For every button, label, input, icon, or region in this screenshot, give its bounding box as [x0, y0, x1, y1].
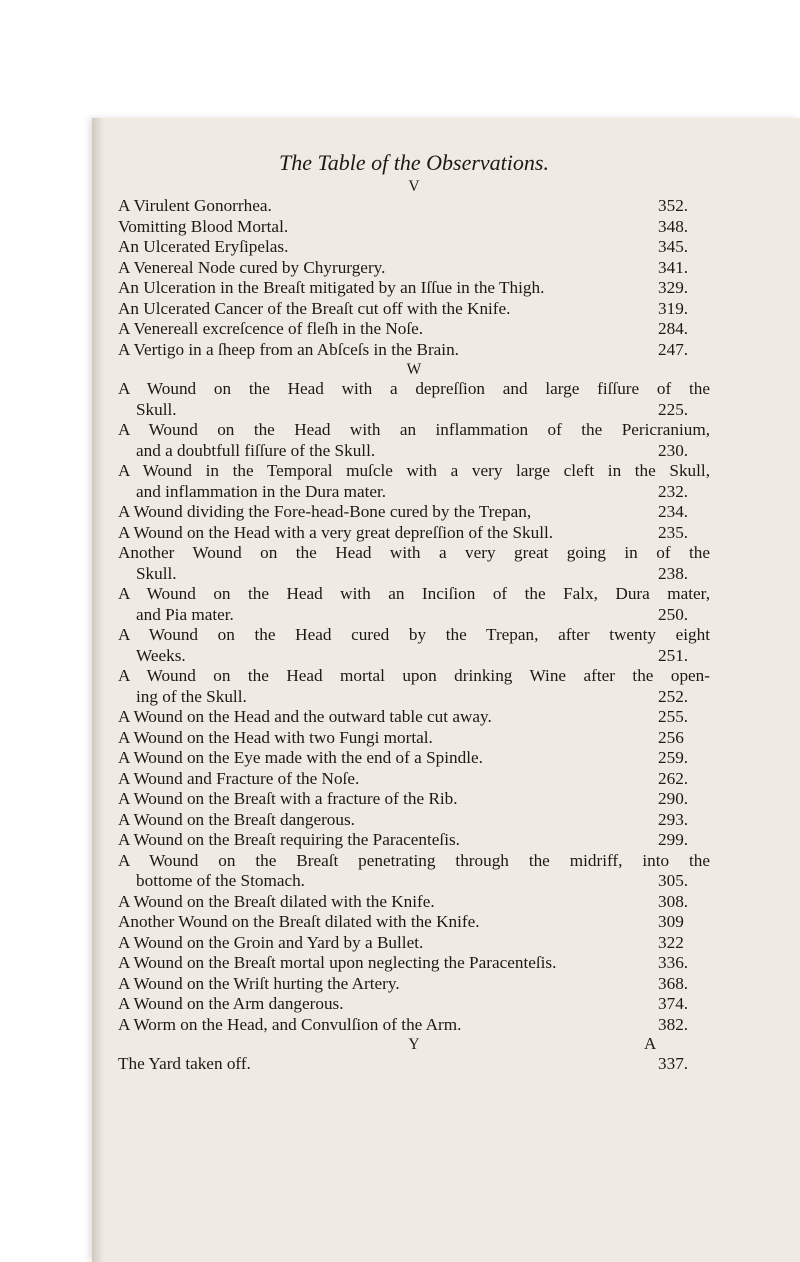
entry-text: Skull. [136, 563, 177, 583]
catchword: A [644, 1034, 657, 1053]
entry-page-number: 341. [658, 257, 689, 277]
index-entry [118, 605, 710, 626]
entry-page-number: 262. [658, 768, 689, 788]
entry-text: The Yard taken off. [118, 1054, 251, 1073]
entry-page-number: 374. [658, 994, 689, 1013]
entry-first-line: A Wound on the Breaſt penetrating through the midriff, into the [118, 850, 710, 870]
index-entry [118, 523, 710, 544]
entry-text: and inflammation in the Dura mater. [136, 481, 387, 501]
entry-text: A Wound on the Breaſt dangerous. [118, 809, 355, 829]
index-entry [118, 400, 710, 421]
entry-page-number: 322 [658, 932, 684, 952]
index-entry [118, 892, 710, 913]
entry-text: and Pia mater. [136, 604, 234, 624]
entry-page-number: 234. [658, 502, 689, 521]
entry-text: A Wound dividing the Fore-head-Bone cured by the Trepan, [118, 502, 532, 521]
entry-text: Skull. [136, 399, 177, 419]
entry-first-line: A Wound on the Head mortal upon drinking Wine after the open- [118, 666, 710, 685]
index-entry [118, 769, 710, 790]
index-entry [118, 340, 710, 361]
entry-page-number: 337. [658, 1054, 689, 1073]
index-entry [118, 748, 710, 769]
entry-page-number: 235. [658, 522, 689, 542]
entry-page-number: 305. [658, 871, 689, 890]
index-sections [118, 177, 710, 1075]
entry-text: A Vertigo in a ſheep from an Abſceſs in the Brain. [118, 339, 459, 359]
index-entry [118, 646, 710, 667]
entry-page-number: 368. [658, 973, 689, 993]
index-entry [118, 687, 710, 708]
entry-page-number: 290. [658, 789, 689, 808]
index-entry [118, 299, 710, 320]
entry-page-number: 382. [658, 1014, 689, 1034]
entry-first-line: A Wound on the Head with an Inciſion of the Falx, Dura mater, [118, 584, 710, 603]
entry-page-number: 299. [658, 830, 689, 849]
entry-text: Another Wound on the Breaſt dilated with the Knife. [118, 912, 480, 931]
entry-page-number: 352. [658, 196, 689, 215]
entry-page-number: 238. [658, 563, 689, 583]
entry-page-number: 336. [658, 953, 689, 972]
index-entry [118, 217, 710, 238]
entry-first-line: A Wound in the Temporal muſcle with a very large cleft in the Skull, [118, 461, 710, 480]
entry-page-number: 255. [658, 707, 689, 726]
index-entry [118, 830, 710, 851]
index-entry [118, 564, 710, 585]
index-entry [118, 789, 710, 810]
entry-page-number: 345. [658, 237, 689, 256]
index-entry [118, 728, 710, 749]
entry-text: A Virulent Gonorrhea. [118, 196, 272, 215]
entry-text: A Venereal Node cured by Chyrurgery. [118, 257, 386, 277]
index-entry [118, 196, 710, 217]
entry-text: Vomitting Blood Mortal. [118, 216, 289, 236]
index-entry [118, 810, 710, 831]
entry-text: A Wound on the Breaſt with a fracture of the Rib. [118, 789, 458, 808]
entry-page-number: 251. [658, 645, 689, 665]
entry-first-line: A Wound on the Head with a depreſſion and large fiſſure of the [118, 379, 710, 398]
entry-text: An Ulcerated Cancer of the Breaſt cut off with the Knife. [118, 298, 511, 318]
entry-page-number: 250. [658, 604, 689, 624]
index-entry [118, 912, 710, 933]
entry-page-number: 232. [658, 481, 689, 501]
entry-text: An Ulceration in the Breaſt mitigated by an Iſſue in the Thigh. [118, 278, 545, 297]
index-text-block [118, 150, 710, 1075]
index-entry [118, 933, 710, 954]
entry-text: A Wound on the Head with two Fungi mortal. [118, 727, 433, 747]
entry-page-number: 230. [658, 440, 689, 460]
entry-text: Weeks. [136, 645, 186, 665]
section-letter: V [408, 178, 420, 195]
entry-page-number: 309 [658, 912, 684, 931]
entry-page-number: 247. [658, 339, 689, 359]
entry-page-number: 256 [658, 727, 684, 747]
entry-text: A Wound on the Wriſt hurting the Artery. [118, 973, 400, 993]
entry-page-number: 225. [658, 399, 689, 419]
entry-first-line: A Wound on the Head cured by the Trepan, after twenty eight [118, 625, 710, 644]
entry-page-number: 308. [658, 891, 689, 911]
entry-text: A Wound on the Head and the outward table cut away. [118, 707, 492, 726]
section-letter: W [406, 361, 422, 378]
index-entry [118, 441, 710, 462]
entry-text: A Wound and Fracture of the Noſe. [118, 768, 360, 788]
index-entry [118, 482, 710, 503]
entry-first-line: A Wound on the Head with an inflammation of the Pericranium, [118, 420, 710, 439]
entry-text: A Wound on the Arm dangerous. [118, 994, 344, 1013]
entry-first-line: Another Wound on the Head with a very great going in of the [118, 543, 710, 562]
index-entry [118, 502, 710, 523]
index-entry [118, 1015, 710, 1036]
entry-text: A Wound on the Groin and Yard by a Bullet. [118, 932, 424, 952]
entry-page-number: 329. [658, 278, 689, 297]
entry-page-number: 284. [658, 319, 689, 338]
index-entry [118, 871, 710, 892]
entry-page-number: 252. [658, 686, 689, 706]
entry-page-number: 293. [658, 809, 689, 829]
entry-text: A Venereall excreſcence of fleſh in the Noſe. [118, 319, 424, 338]
entry-text: A Wound on the Head with a very great depreſſion of the Skull. [118, 522, 554, 542]
section-letter: Y [408, 1036, 420, 1053]
page-title: The Table of the Observations. [279, 150, 549, 175]
entry-text: A Wound on the Breaſt dilated with the Knife. [118, 891, 435, 911]
entry-page-number: 348. [658, 216, 689, 236]
entry-text: and a doubtfull fiſſure of the Skull. [136, 440, 376, 460]
index-entry [118, 1054, 710, 1075]
index-entry [118, 707, 710, 728]
entry-text: A Wound on the Eye made with the end of a Spindle. [118, 748, 483, 767]
index-entry [118, 258, 710, 279]
index-entry [118, 994, 710, 1015]
entry-text: An Ulcerated Eryſipelas. [118, 237, 289, 256]
entry-text: A Worm on the Head, and Convulſion of the Arm. [118, 1014, 462, 1034]
entry-text: A Wound on the Breaſt mortal upon neglecting the Paracenteſis. [118, 953, 557, 972]
index-entry [118, 953, 710, 974]
index-entry [118, 974, 710, 995]
index-entry [118, 278, 710, 299]
entry-page-number: 319. [658, 298, 689, 318]
index-entry [118, 319, 710, 340]
index-entry [118, 237, 710, 258]
entry-text: A Wound on the Breaſt requiring the Paracenteſis. [118, 830, 460, 849]
entry-text: ing of the Skull. [136, 686, 247, 706]
entry-page-number: 259. [658, 748, 689, 767]
entry-text: bottome of the Stomach. [136, 871, 305, 890]
